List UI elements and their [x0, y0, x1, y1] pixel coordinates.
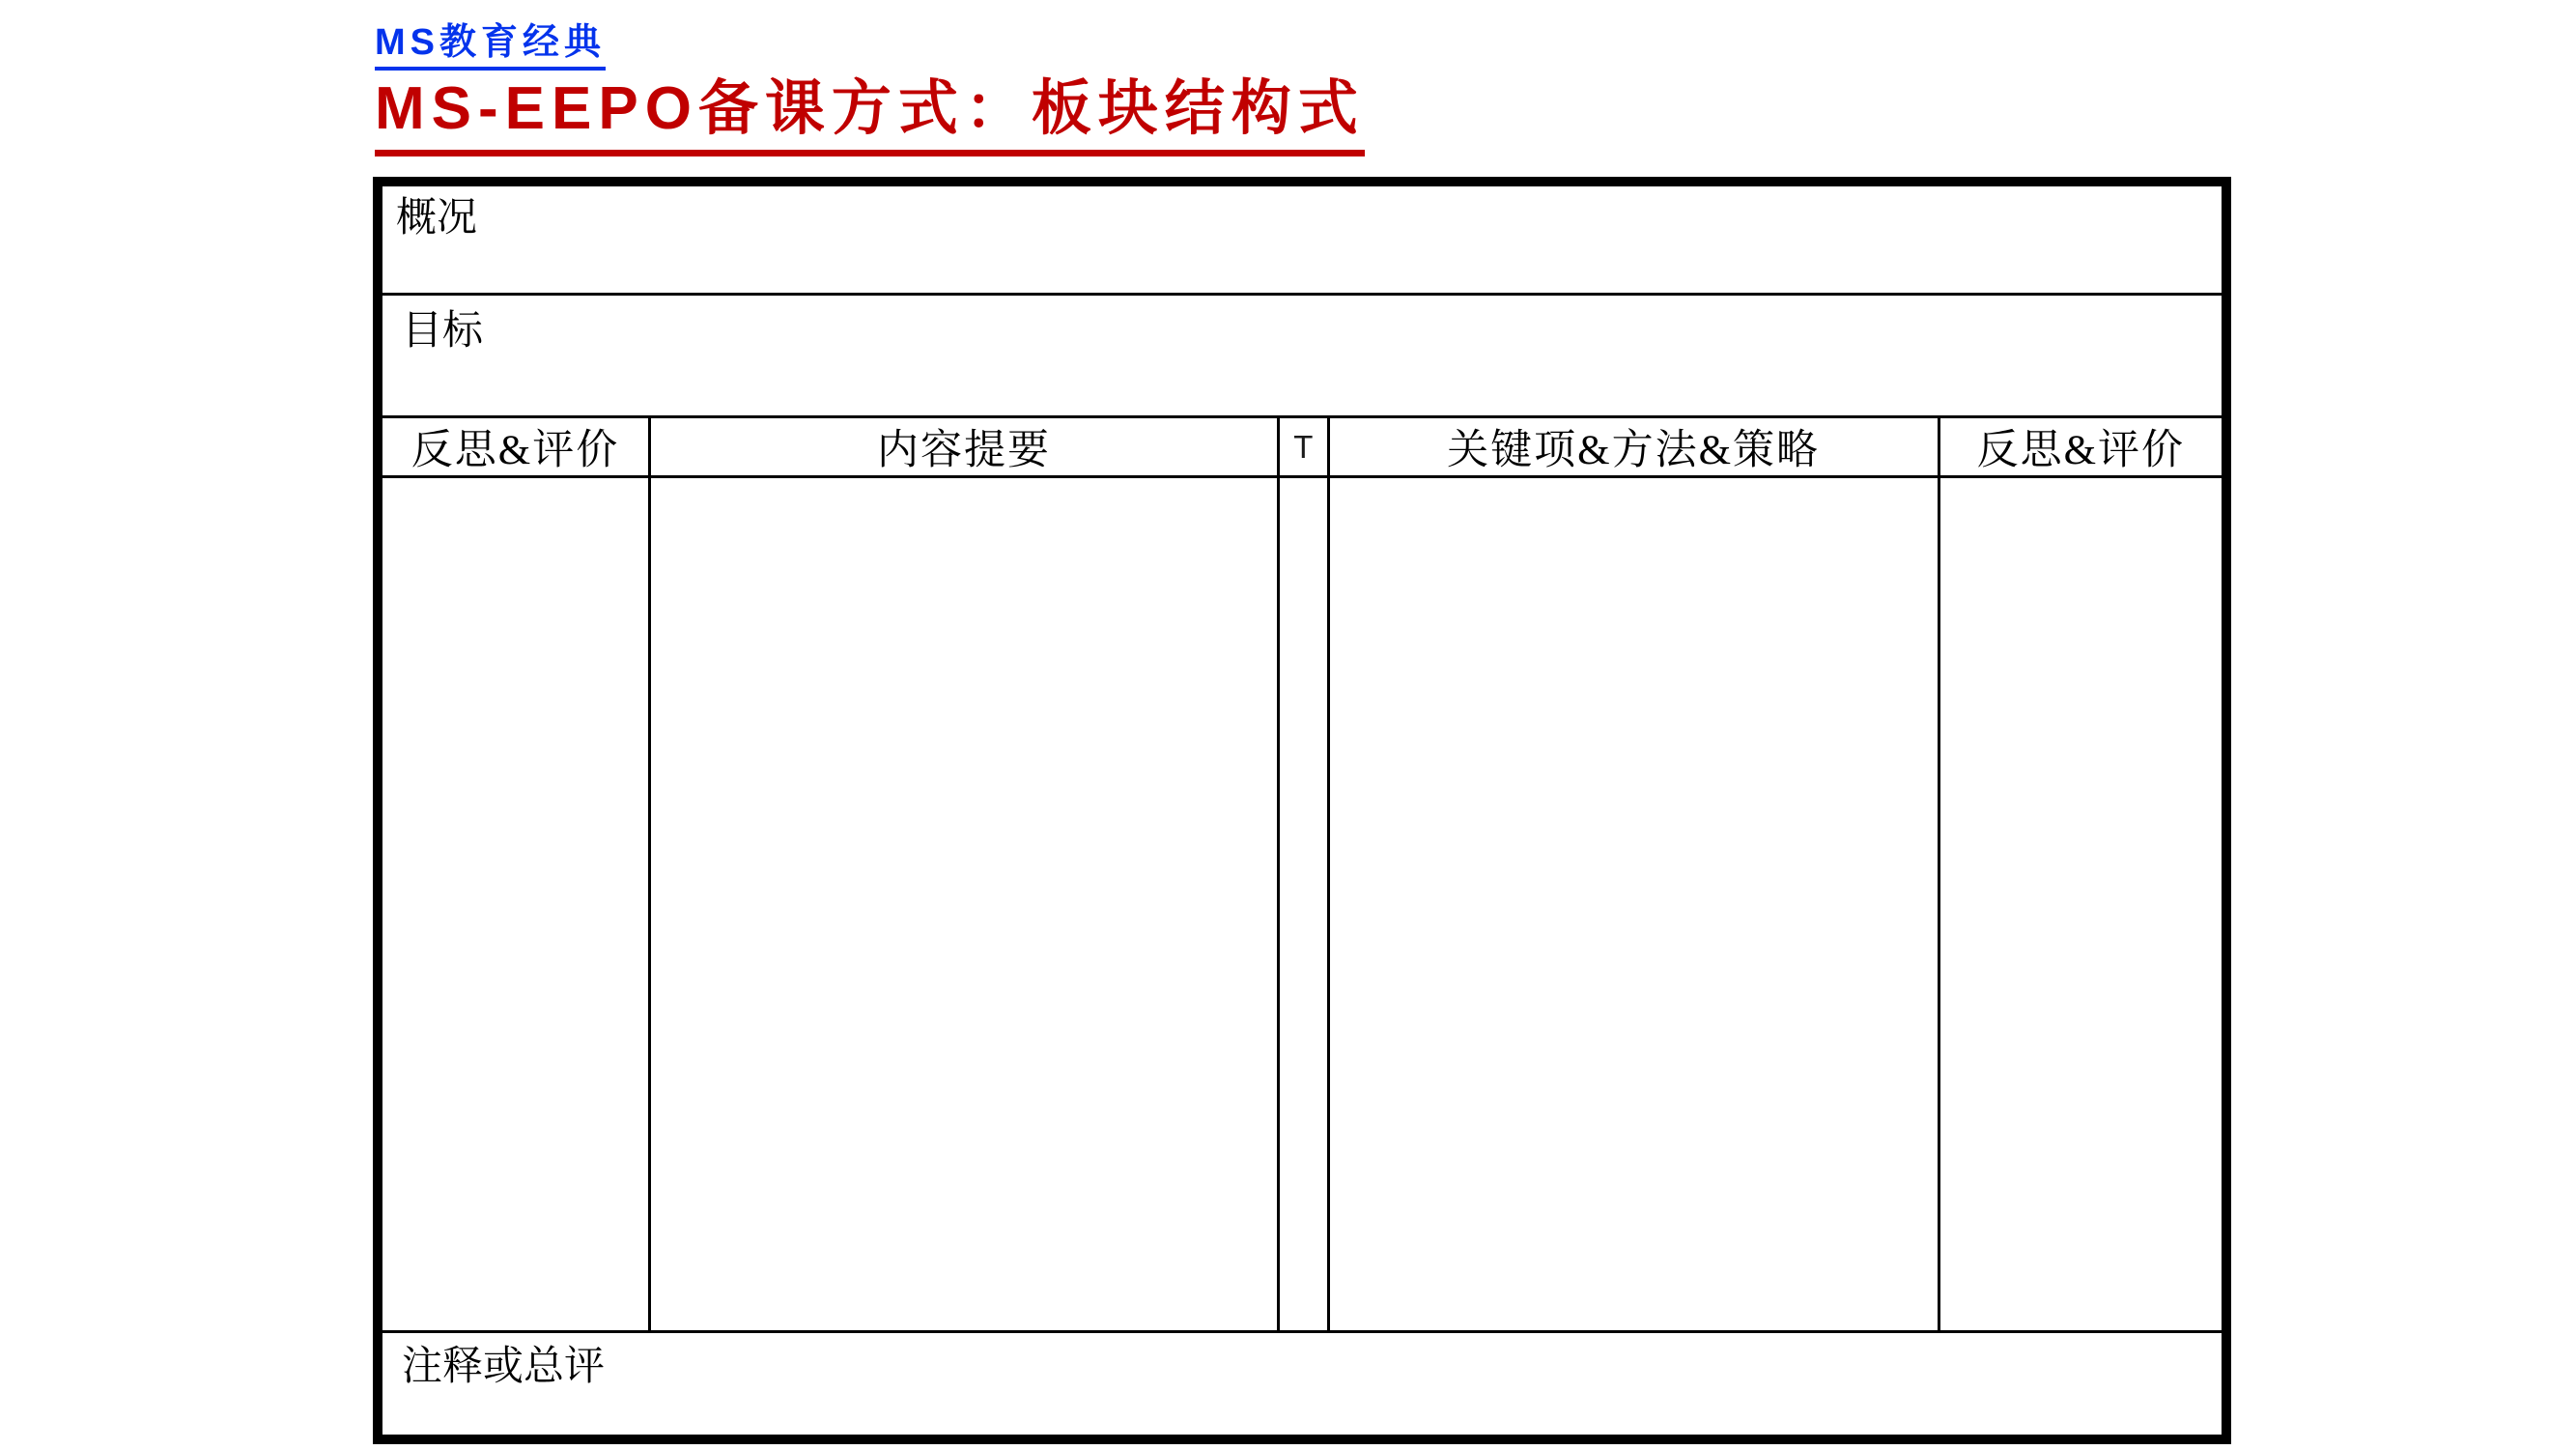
header-cell-reflection-right: [1940, 418, 2222, 475]
key-methods-body-cell: [1330, 478, 1940, 1330]
header-cell-key-methods: [1330, 418, 1940, 475]
goal-row: [382, 296, 2222, 418]
notes-row: [382, 1330, 2222, 1435]
content-summary-body-cell: [651, 478, 1280, 1330]
overview-row: [382, 186, 2222, 296]
time-body-cell: [1280, 478, 1329, 1330]
header-cell-time: [1280, 418, 1329, 475]
time-header-label: T: [1293, 428, 1314, 465]
reflection-right-body-cell: [1940, 478, 2222, 1330]
header-cell-content-summary: [651, 418, 1280, 475]
header-cell-reflection-left: [382, 418, 651, 475]
content-summary-header-label: 内容提要: [877, 428, 1052, 473]
reflection-right-header-label: 反思&评价: [1976, 428, 2186, 473]
body-row: [382, 478, 2222, 1330]
notes-label: 注释或总评: [402, 1345, 606, 1389]
reflection-left-header-label: 反思&评价: [410, 428, 620, 473]
lesson-plan-table: [373, 177, 2231, 1444]
reflection-left-body-cell: [382, 478, 651, 1330]
key-methods-header-label: 关键项&方法&策略: [1447, 428, 1821, 473]
site-link[interactable]: MS教育经典: [375, 12, 606, 71]
page-title: MS-EEPO备课方式：板块结构式: [375, 60, 1365, 156]
column-header-row: [382, 418, 2222, 478]
goal-label: 目标: [402, 309, 484, 354]
overview-label: 概况: [396, 196, 478, 241]
